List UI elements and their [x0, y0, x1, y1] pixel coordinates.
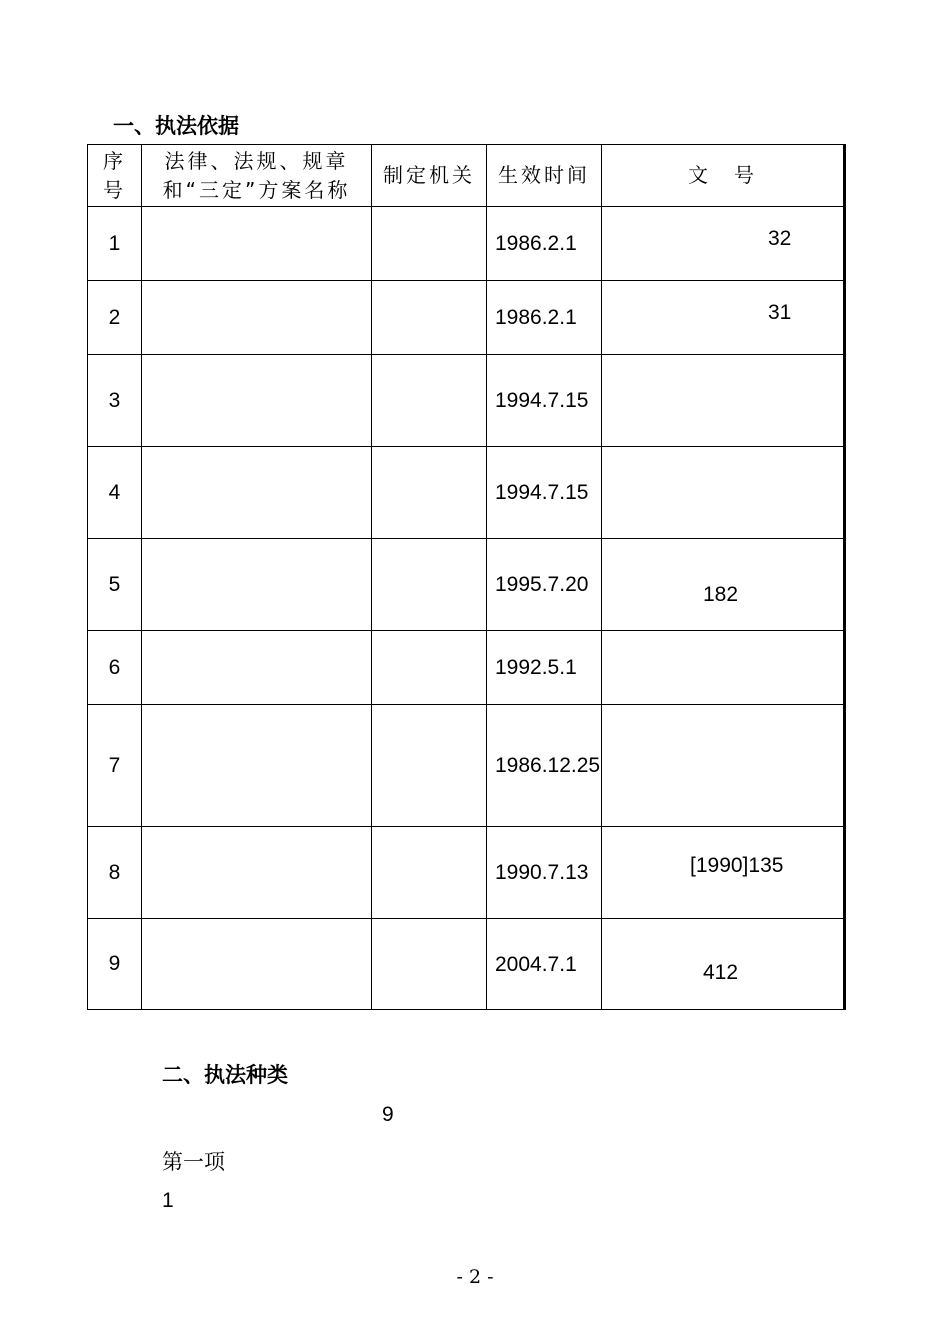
cell-seq: 3 — [88, 355, 142, 447]
cell-seq: 4 — [88, 447, 142, 539]
table-row — [88, 355, 845, 447]
cell-effective: 1990.7.13 — [487, 827, 602, 919]
cell-effective: 1992.5.1 — [487, 631, 602, 705]
item-heading: 第一项 — [162, 1150, 225, 1174]
table-row — [88, 447, 845, 539]
cell-name — [142, 447, 372, 539]
cell-effective: 1995.7.20 — [487, 539, 602, 631]
cell-effective: 2004.7.1 — [487, 919, 602, 1010]
cell-seq: 5 — [88, 539, 142, 631]
table-header-row — [88, 145, 845, 207]
cell-name — [142, 281, 372, 355]
cell-authority — [372, 919, 487, 1010]
cell-effective: 1994.7.15 — [487, 355, 602, 447]
cell-authority — [372, 539, 487, 631]
cell-authority — [372, 207, 487, 281]
cell-effective: 1986.12.25 — [487, 705, 602, 827]
cell-seq: 2 — [88, 281, 142, 355]
cell-seq: 6 — [88, 631, 142, 705]
cell-doc — [602, 539, 845, 631]
doc-number: 182 — [703, 583, 739, 606]
cell-doc — [602, 447, 845, 539]
cell-authority — [372, 447, 487, 539]
cell-doc — [602, 631, 845, 705]
table-row — [88, 539, 845, 631]
cell-authority — [372, 705, 487, 827]
table-row — [88, 827, 845, 919]
cell-seq: 9 — [88, 919, 142, 1010]
cell-doc — [602, 355, 845, 447]
doc-number: 412 — [703, 961, 739, 984]
cell-doc — [602, 919, 845, 1010]
header-seq: 序号 — [88, 145, 142, 207]
table-row — [88, 207, 845, 281]
enforcement-basis-table — [87, 144, 846, 1010]
header-authority: 制定机关 — [372, 145, 487, 207]
header-effective: 生效时间 — [487, 145, 602, 207]
cell-authority — [372, 827, 487, 919]
cell-seq: 8 — [88, 827, 142, 919]
item-number: 1 — [162, 1189, 174, 1212]
header-doc: 文 号 — [602, 145, 845, 207]
table-row — [88, 281, 845, 355]
cell-effective: 1994.7.15 — [487, 447, 602, 539]
cell-name — [142, 827, 372, 919]
cell-authority — [372, 631, 487, 705]
category-count: 9 — [382, 1103, 394, 1126]
doc-number: 31 — [768, 301, 792, 324]
cell-name — [142, 355, 372, 447]
cell-seq: 1 — [88, 207, 142, 281]
section-2-title: 二、执法种类 — [162, 1063, 288, 1087]
cell-name — [142, 705, 372, 827]
page-number: - 2 - — [456, 1266, 494, 1288]
doc-number: [1990]135 — [690, 854, 784, 877]
cell-doc — [602, 281, 845, 355]
cell-authority — [372, 281, 487, 355]
cell-doc — [602, 705, 845, 827]
section-1-title: 一、执法依据 — [113, 114, 239, 138]
cell-seq: 7 — [88, 705, 142, 827]
table-row — [88, 631, 845, 705]
cell-doc — [602, 207, 845, 281]
cell-name — [142, 539, 372, 631]
header-name: 法律、法规、规章和“三定”方案名称 — [142, 145, 372, 207]
cell-name — [142, 207, 372, 281]
table-row — [88, 705, 845, 827]
cell-name — [142, 919, 372, 1010]
cell-doc — [602, 827, 845, 919]
doc-number: 32 — [768, 227, 792, 250]
cell-effective: 1986.2.1 — [487, 207, 602, 281]
table-row — [88, 919, 845, 1010]
cell-authority — [372, 355, 487, 447]
cell-name — [142, 631, 372, 705]
cell-effective: 1986.2.1 — [487, 281, 602, 355]
